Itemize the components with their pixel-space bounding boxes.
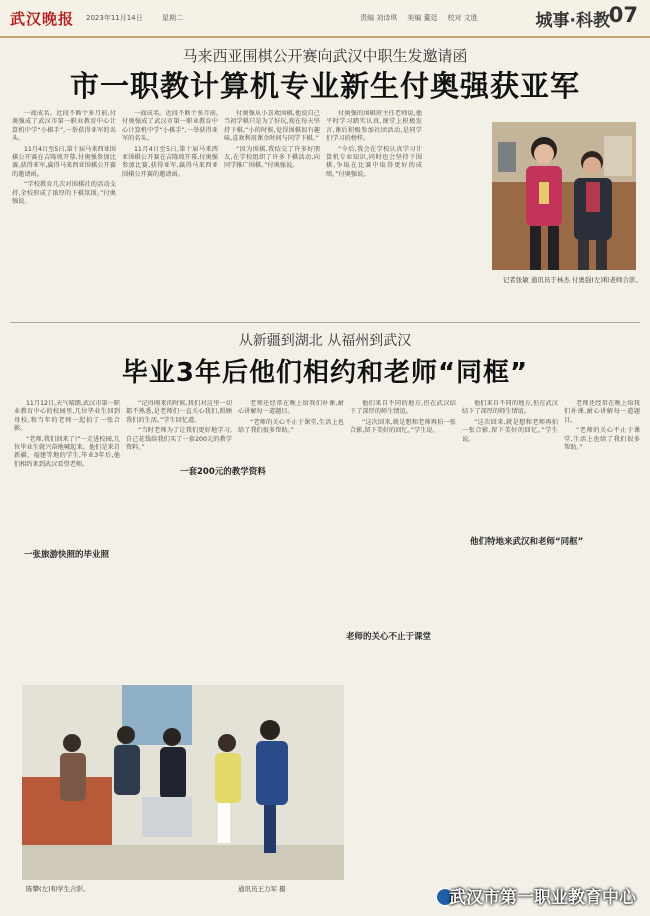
article1-column-3 (224, 110, 320, 315)
paragraph: 11月12日,天气晴朗,武汉市第一职业教育中心的校园里,几位毕业生回到母校,和当年的老师一起拍了一张合影。 (14, 400, 120, 433)
paragraph: “当时老师为了让我们更好地学习,自己花钱给我们买了一套200元的教学资料。” (126, 427, 232, 452)
article2-column-2 (126, 400, 232, 680)
article1-kicker: 马来西亚围棋公开赛向武汉中职生发邀请函 (182, 47, 468, 65)
paragraph: 11月4日至5日,第十届马来西亚围棋公开赛在吉隆坡开幕,付奥强参加比赛,获得亚军,赢得马来西亚围棋公开赛的邀请函。 (12, 145, 116, 178)
article1-headline: 市一职教计算机专业新生付奥强获亚军 (69, 69, 580, 103)
paragraph: 付奥强从小喜欢围棋,他说自己当初学棋只是为了好玩,现在每天坚持下棋,“小的时候,觉得围棋很有趣味,喜欢利用课余时间与同学下棋。” (224, 110, 320, 143)
article2-subhead-4: 他们特地来武汉和老师“同框” (470, 537, 584, 547)
article2-column-1 (14, 400, 120, 680)
paragraph: “今后,我会在学校认真学习计算机专业知识,同时也会坚持下围棋,争取在比赛中取得更好的成绩。”付奥强说。 (326, 145, 422, 178)
article1-column-1 (12, 110, 116, 315)
article2-caption: 陈攀(左)和学生合影。 (26, 885, 90, 893)
article2-column-6 (564, 400, 640, 890)
paragraph: 一战成名。近段不断个多月前,付奥强成了武汉市第一职业教育中心计算机中学“小棋手”,一举获得亚军的名头。 (122, 110, 218, 143)
paragraph: 一战成名。近段不断个多月前,付奥强成了武汉市第一职业教育中心计算机中学“小棋手”,一举获得亚军的名头。 (12, 110, 116, 143)
article2-subhead-1: 一张旅游快照的毕业照 (24, 550, 110, 560)
article2-column-3 (238, 400, 344, 680)
masthead: 武汉晚报 (10, 10, 75, 28)
paragraph: “老师,我们回来了!”一走进校园,几位毕业生就兴奋地喊起来。他们是来自新疆、福建等地的学生,毕业3年后,他们相约来到武汉看望老师。 (14, 435, 120, 468)
paragraph: 付奥强的围棋班主任老师说,他平时学习踏实认真,课堂上积极发言,课后积极参加社团活动,是同学们学习的榜样。 (326, 110, 422, 143)
paragraph: “老师的关心不止于课堂,生活上也给了我们很多帮助。” (564, 427, 640, 452)
article2-kicker: 从新疆到湖北 从福州到武汉 (238, 333, 412, 349)
page-header (0, 0, 650, 38)
article1-column-4 (326, 110, 422, 315)
issue-date: 2023年11月14日 (86, 14, 143, 22)
watermark: 武汉市第一职业教育中心 (449, 888, 636, 908)
article2-column-4 (350, 400, 456, 680)
article2-photo (22, 685, 344, 880)
paragraph: 他们来自不同的地方,但在武汉结下了深厚的师生情谊。 (462, 400, 558, 416)
paragraph: “这次回来,就是想和老师再拍一张合影,留下美好的回忆。”学生说。 (462, 418, 558, 443)
paragraph: “记得刚来的时候,我们对这里一切都不熟悉,是老师们一直关心我们,照顾我们的生活。”学生回忆道。 (126, 400, 232, 424)
credit-designer: 美编 董廷 (407, 14, 438, 22)
paragraph: “老师的关心不止于课堂,生活上也给了我们很多帮助。” (238, 418, 344, 435)
section-label: 城事·科教 (535, 11, 610, 31)
article2-subhead-3: 老师的关心不止于课堂 (346, 632, 432, 642)
article2-photo-credit: 通讯员王力军 摄 (238, 885, 286, 893)
award-photo-illustration (492, 122, 636, 270)
paragraph: “学校教育几次对围棋社的活动支持,全校形成了浓厚的下棋氛围。”付奥强说。 (12, 181, 116, 206)
paragraph: 老师还经常在晚上给我们补课,耐心讲解每一道题目。 (238, 400, 344, 416)
paragraph: 老师还经常在晚上给我们补课,耐心讲解每一道题目。 (564, 400, 640, 424)
photo-caption: 付奥强(左)和老师合影。 (571, 276, 642, 284)
paragraph: 他们来自不同的地方,但在武汉结下了深厚的师生情谊。 (350, 400, 456, 416)
article2-column-5 (462, 400, 558, 900)
credit-proofreader: 校对 文胜 (447, 14, 478, 22)
article2-subhead-2: 一套200元的教学资料 (180, 467, 266, 477)
page-number: 07 (608, 3, 638, 27)
article2-headline: 毕业3年后他们相约和老师“同框” (121, 358, 529, 388)
paragraph: “这次回来,就是想和老师再拍一张合影,留下美好的回忆。”学生说。 (350, 418, 456, 435)
article1-photo (492, 122, 636, 270)
article1-column-2 (122, 110, 218, 315)
article1-caption (432, 275, 642, 284)
photo-credit: 记者张敏 通讯员于林杰 (502, 276, 570, 284)
section-divider (10, 322, 640, 323)
reunion-photo-illustration (22, 685, 344, 880)
issue-weekday: 星期二 (162, 14, 183, 22)
credit-editor: 责编 刘诗琪 (360, 14, 398, 22)
editor-credits (360, 13, 478, 23)
paragraph: “因为围棋,我结交了许多好朋友,在学校组织了许多下棋活动,向同学推广围棋。”付奥强说。 (224, 145, 320, 170)
paragraph: 11月4日至5日,第十届马来西亚围棋公开赛在吉隆坡开幕,付奥强参加比赛,获得亚军,赢得马来西亚围棋公开赛的邀请函。 (122, 145, 218, 178)
